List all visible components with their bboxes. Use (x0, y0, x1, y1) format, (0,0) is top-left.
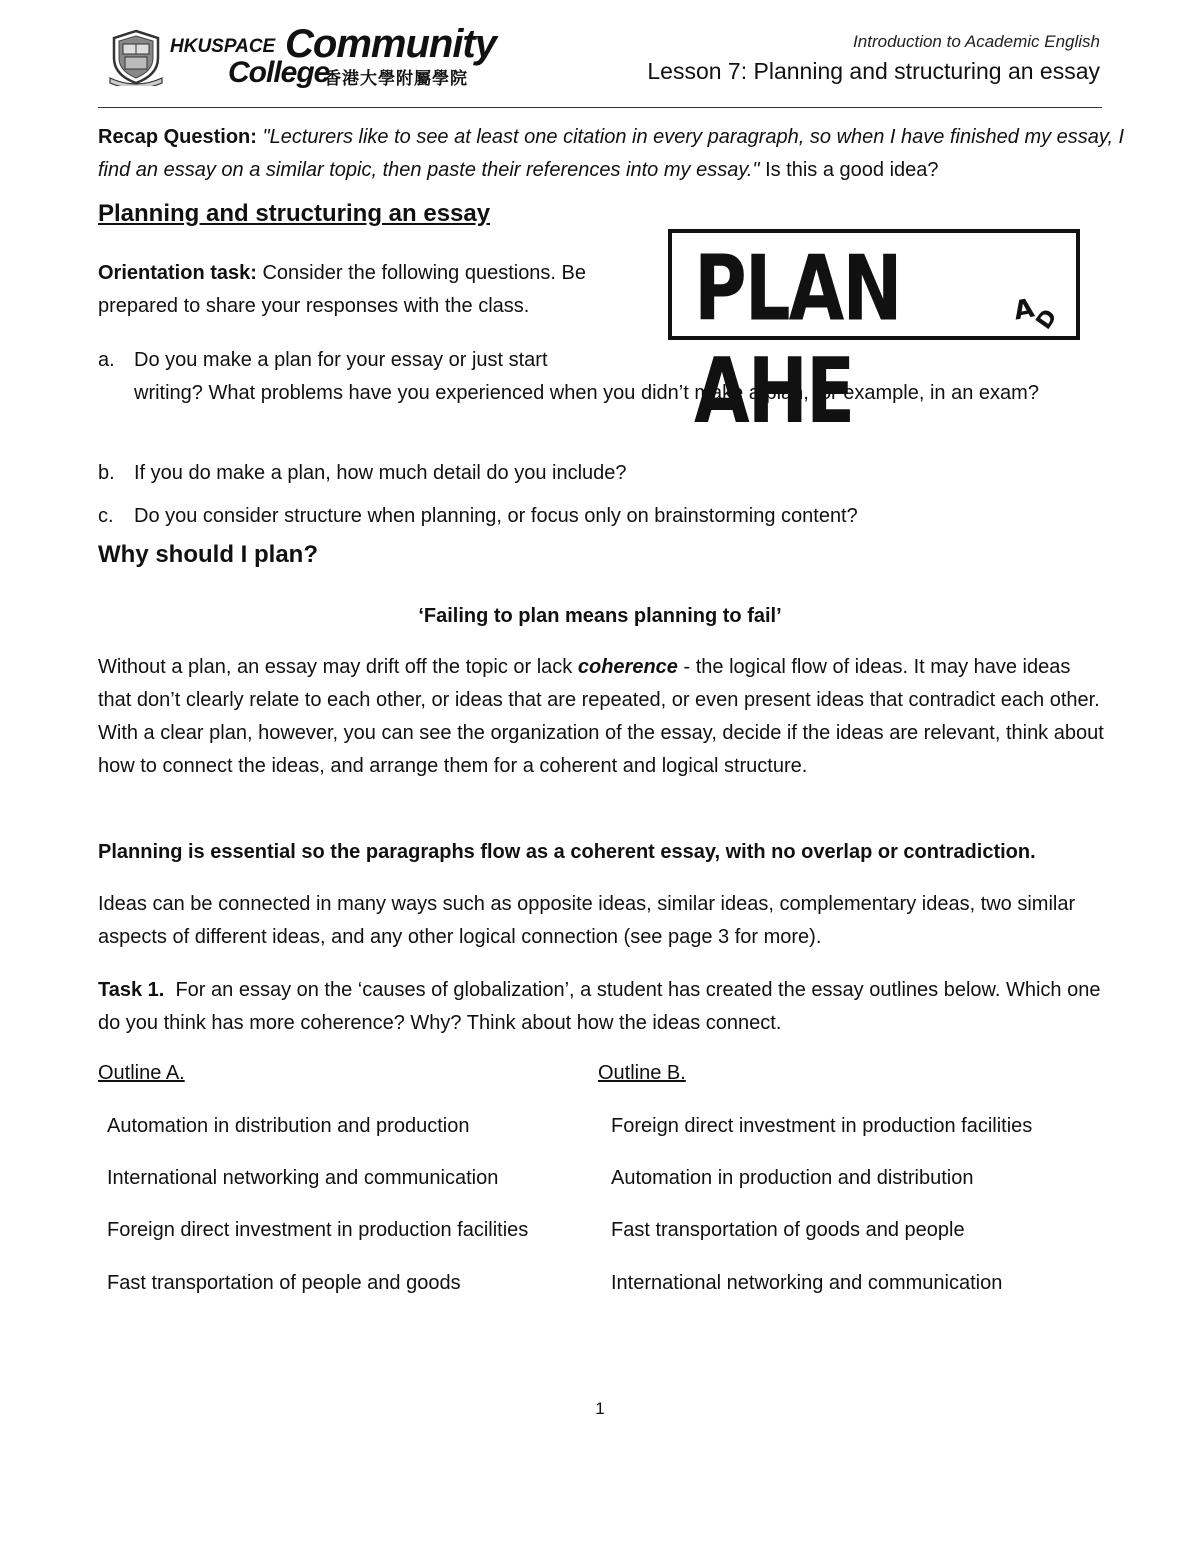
plan-ahead-image-letter-d: D (1031, 304, 1063, 335)
section-heading-planning: Planning and structuring an essay (98, 200, 491, 227)
logo-name-line2: College (228, 56, 330, 89)
course-title: Introduction to Academic English (853, 32, 1100, 51)
task-label: Task 1. (98, 979, 165, 1001)
outline-b-item: Automation in production and distribution (611, 1167, 974, 1189)
question-text: Do you make a plan for your essay or just start writing? What problems have you experienced when you didn’t make a plan, for example, in an exam? (134, 349, 1039, 404)
plan-ahead-image-text: PLAN AHE (694, 235, 901, 444)
orientation-text: Consider the following questions. Be prepared to share your responses with the class. (98, 262, 587, 317)
list-marker: a. (98, 349, 115, 371)
paragraph-text: Without a plan, an essay may drift off the topic or lack (98, 656, 578, 678)
recap-question (98, 121, 1128, 187)
page-number: 1 (595, 1399, 605, 1418)
list-marker: b. (98, 462, 115, 484)
recap-question-text: Is this a good idea? (765, 159, 939, 181)
outline-a-item: Foreign direct investment in production facilities (107, 1219, 529, 1241)
paragraph-text: - the logical flow of ideas. It may have ideas that don’t clearly relate to each other, or ideas that are repeated, or even present ideas that contradict each other. With a clear plan, however, you can see the organization of the essay, decide if the ideas are relevant, think about how to connect the ideas, and arrange them for a coherent and logical structure. (98, 656, 1104, 777)
college-wordmark-logo (170, 22, 510, 92)
outline-b-item: Fast transportation of goods and people (611, 1219, 965, 1241)
header-divider (98, 107, 1102, 108)
outline-a-item: Fast transportation of people and goods (107, 1272, 461, 1294)
recap-label: Recap Question: (98, 126, 257, 148)
list-marker: c. (98, 505, 114, 527)
connections-paragraph: Ideas can be connected in many ways such as opposite ideas, similar ideas, complementary ideas, two similar aspects of different ideas, and any other logical connection (see page 3 for more). (98, 893, 1076, 948)
outline-a-item: International networking and communication (107, 1167, 499, 1189)
proverb-quote: ‘Failing to plan means planning to fail’ (418, 605, 782, 627)
orientation-label: Orientation task: (98, 262, 257, 284)
college-crest-logo (108, 28, 164, 86)
outline-b-item: International networking and communication (611, 1272, 1003, 1294)
coherence-paragraph (98, 651, 1108, 783)
task-1 (98, 974, 1108, 1040)
outline-b-item: Foreign direct investment in production facilities (611, 1115, 1033, 1137)
question-text: If you do make a plan, how much detail do you include? (134, 462, 627, 484)
task-text: For an essay on the ‘causes of globalization’, a student has created the essay outlines below. Which one do you think has more coherence? Why? Think about how the ideas connect. (98, 979, 1101, 1034)
question-text: Do you consider structure when planning, or focus only on brainstorming content? (134, 505, 858, 527)
logo-name-chinese: 香港大學附屬學院 (324, 69, 468, 89)
key-point: Planning is essential so the paragraphs flow as a coherent essay, with no overlap or contradiction. (98, 841, 1036, 863)
plan-ahead-image (668, 229, 1080, 444)
logo-brand: HKUSPACE (170, 36, 276, 57)
section-heading-why-plan: Why should I plan? (98, 541, 318, 568)
outline-a-item: Automation in distribution and production (107, 1115, 470, 1137)
outline-b-title: Outline B. (598, 1062, 686, 1084)
orientation-task (98, 257, 638, 323)
recap-quote: "Lecturers like to see at least one citation in every paragraph, so when I have finished my essay, I find an essay on a similar topic, then paste their references into my essay." (98, 126, 1125, 181)
outline-a-title: Outline A. (98, 1062, 185, 1084)
lesson-title: Lesson 7: Planning and structuring an essay (647, 58, 1100, 84)
coherence-term: coherence (577, 656, 678, 678)
logo-name-line1: Community (285, 22, 496, 66)
plan-ahead-image-letter-a: A (1011, 293, 1037, 327)
